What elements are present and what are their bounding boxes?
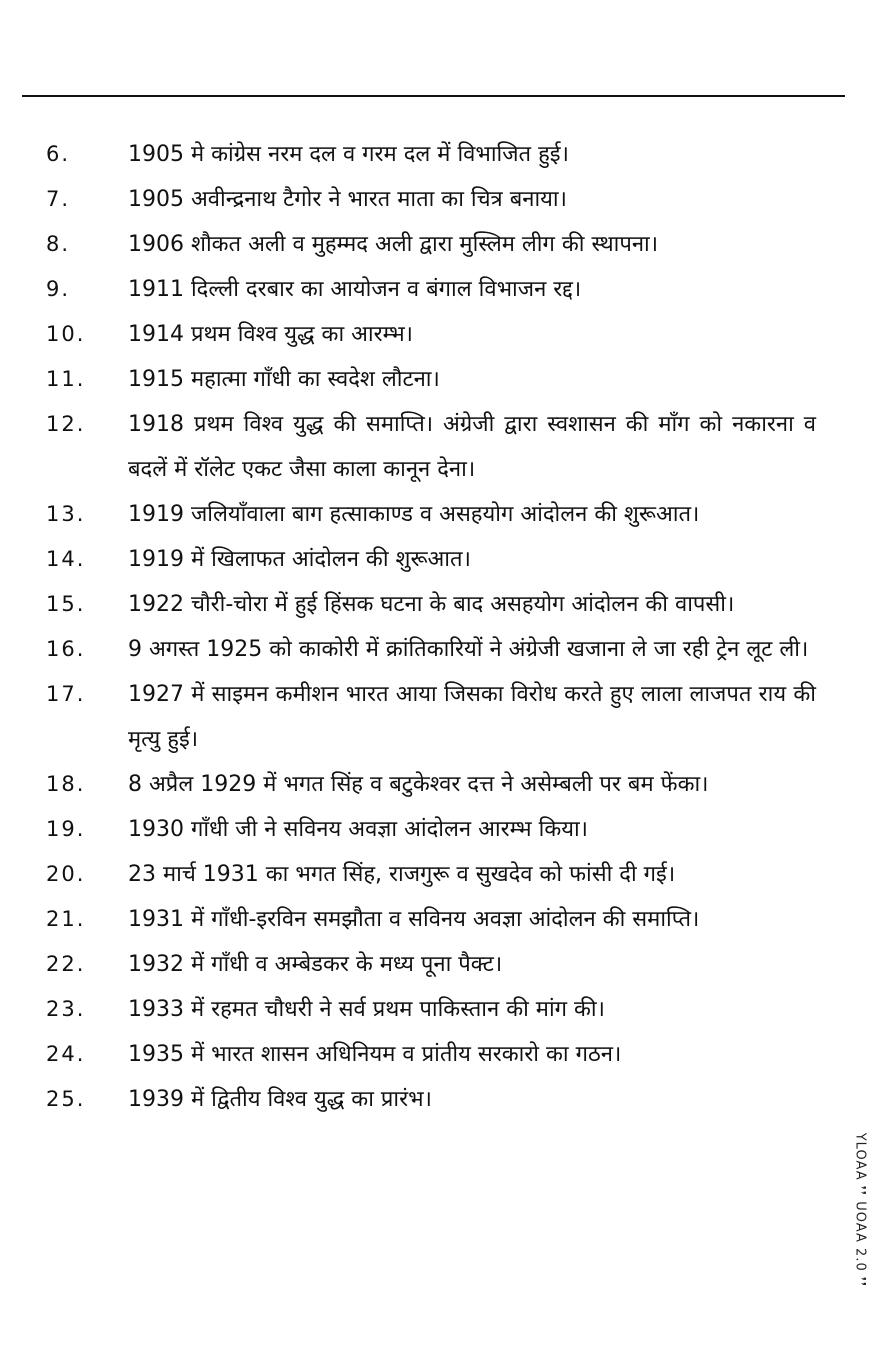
- item-text: 1919 में खिलाफत आंदोलन की शुरूआत।: [128, 547, 471, 572]
- item-text: 1915 महात्मा गाँधी का स्वदेश लौटना।: [128, 367, 440, 392]
- top-rule: [22, 95, 845, 97]
- item-number: 14.: [46, 547, 86, 571]
- item-number: 16.: [46, 637, 86, 661]
- item-number: 17.: [46, 682, 86, 706]
- list-item: [0, 222, 890, 267]
- item-number: 7.: [46, 187, 71, 211]
- item-text: 1918 प्रथम विश्व युद्ध की समाप्ति। अंग्रेजी द्वारा स्वशासन की माँग को नकारना व बदलें में रॉलेट एकट जैसा काला कानून देना।: [128, 412, 816, 482]
- list-item: [0, 987, 890, 1032]
- list-item: [0, 1077, 890, 1122]
- item-number: 21.: [46, 907, 86, 931]
- item-text: 1919 जलियाँवाला बाग हत्साकाण्ड व असहयोग आंदोलन की शुरूआत।: [128, 502, 700, 527]
- item-text: 1939 में द्वितीय विश्व युद्ध का प्रारंभ।: [128, 1087, 432, 1112]
- item-number: 23.: [46, 997, 86, 1021]
- item-text: 1932 में गाँधी व अम्बेडकर के मध्य पूना पैक्ट।: [128, 952, 503, 977]
- list-item: [0, 672, 890, 762]
- item-text: 1933 में रहमत चौधरी ने सर्व प्रथम पाकिस्तान की मांग की।: [128, 997, 605, 1022]
- item-number: 24.: [46, 1042, 86, 1066]
- list-item: [0, 402, 890, 492]
- list-item: [0, 762, 890, 807]
- item-number: 9.: [46, 277, 71, 301]
- item-text: 1935 में भारत शासन अधिनियम व प्रांतीय सरकारो का गठन।: [128, 1042, 622, 1067]
- item-text: 1905 मे कांग्रेस नरम दल व गरम दल में विभाजित हुई।: [128, 142, 569, 167]
- item-text: 1906 शौकत अली व मुहम्मद अली द्वारा मुस्लिम लीग की स्थापना।: [128, 232, 659, 257]
- list-item: [0, 357, 890, 402]
- list-item: [0, 1032, 890, 1077]
- item-text: 1911 दिल्ली दरबार का आयोजन व बंगाल विभाजन रद्द।: [128, 277, 582, 302]
- item-number: 12.: [46, 412, 86, 436]
- item-text: 1927 में साइमन कमीशन भारत आया जिसका विरोध करते हुए लाला लाजपत राय की मृत्यु हुई।: [128, 682, 816, 752]
- list-item: [0, 132, 890, 177]
- item-text: 1930 गाँधी जी ने सविनय अवज्ञा आंदोलन आरम्भ किया।: [128, 817, 589, 842]
- item-text: 23 मार्च 1931 का भगत सिंह, राजगुरू व सुखदेव को फांसी दी गई।: [128, 862, 676, 887]
- item-number: 22.: [46, 952, 86, 976]
- list-item: [0, 492, 890, 537]
- list-item: [0, 852, 890, 897]
- item-text: 8 अप्रैल 1929 में भगत सिंह व बटुकेश्वर दत्त ने असेम्बली पर बम फेंका।: [128, 772, 709, 797]
- list-item: [0, 312, 890, 357]
- item-text: 9 अगस्त 1925 को काकोरी में क्रांतिकारियों ने अंग्रेजी खजाना ले जा रही ट्रेन लूट ली।: [128, 637, 809, 662]
- item-number: 18.: [46, 772, 86, 796]
- item-number: 15.: [46, 592, 86, 616]
- margin-stamp: [840, 1110, 880, 1310]
- item-number: 11.: [46, 367, 86, 391]
- list-item: [0, 582, 890, 627]
- list-item: [0, 807, 890, 852]
- item-text: 1914 प्रथम विश्व युद्ध का आरम्भ।: [128, 322, 414, 347]
- item-number: 13.: [46, 502, 86, 526]
- list-item: [0, 897, 890, 942]
- item-number: 19.: [46, 817, 86, 841]
- list-item: [0, 627, 890, 672]
- item-number: 10.: [46, 322, 86, 346]
- item-number: 6.: [46, 142, 71, 166]
- item-number: 25.: [46, 1087, 86, 1111]
- list-item: [0, 942, 890, 987]
- margin-stamp-text: YLOAA ❜❜ UOAA 2.0 ❜❜: [852, 1132, 868, 1288]
- list-item: [0, 537, 890, 582]
- item-text: 1931 में गाँधी-इरविन समझौता व सविनय अवज्ञा आंदोलन की समाप्ति।: [128, 907, 700, 932]
- timeline-list: [0, 132, 890, 1122]
- item-text: 1922 चौरी-चोरा में हुई हिंसक घटना के बाद असहयोग आंदोलन की वापसी।: [128, 592, 735, 617]
- item-text: 1905 अवीन्द्रनाथ टैगोर ने भारत माता का चित्र बनाया।: [128, 187, 567, 212]
- item-number: 20.: [46, 862, 86, 886]
- list-item: [0, 177, 890, 222]
- item-number: 8.: [46, 232, 71, 256]
- list-item: [0, 267, 890, 312]
